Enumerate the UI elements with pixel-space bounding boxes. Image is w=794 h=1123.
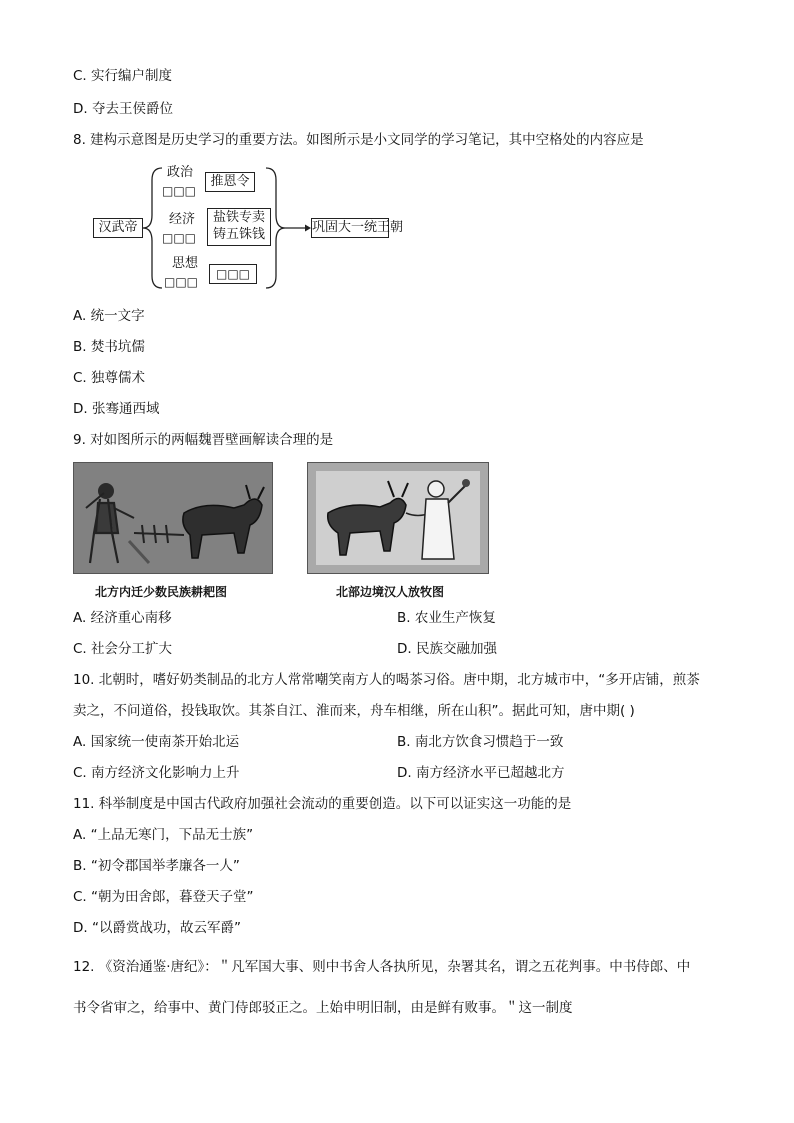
diagram-economy-label: 经济: [169, 212, 196, 227]
mural-right-caption: 北部边境汉人放牧图: [336, 585, 445, 599]
q8-concept-diagram: [0, 0, 794, 300]
q10-option-a: A. 国家统一使南茶开始北运: [73, 734, 240, 750]
diagram-thought-item: □□□: [209, 264, 257, 284]
q12-stem-line-1: 12. 《资治通鉴·唐纪》：＂凡军国大事、则中书舍人各执所见，杂署其名，谓之五花判事。中书侍郎、中: [73, 959, 691, 975]
q10-option-d: D. 南方经济水平已超越北方: [397, 765, 565, 781]
q11-option-d: D. “以爵赏战功，故云军爵”: [73, 920, 241, 936]
q8-stem: 8. 建构示意图是历史学习的重要方法。如图所示是小文同学的学习笔记，其中空格处的内容应是: [73, 132, 644, 148]
diagram-politics-blank: □□□: [162, 184, 197, 198]
q9-option-c: C. 社会分工扩大: [73, 641, 173, 657]
diagram-economy-blank: □□□: [162, 231, 197, 245]
q7-option-c: C. 实行编户制度: [73, 68, 173, 84]
diagram-connectors: [0, 0, 794, 300]
mural-north-plowing-drawing: [74, 463, 272, 573]
q11-option-b: B. “初令郡国举孝廉各一人”: [73, 858, 240, 874]
mural-north-plowing-image: [73, 462, 273, 574]
q10-stem-line-2: 卖之，不问道俗，投钱取饮。其茶自江、淮而来，舟车相继，所在山积”。据此可知，唐中期( ): [73, 703, 635, 719]
q9-option-a: A. 经济重心南移: [73, 610, 172, 626]
diagram-economy-items: [207, 208, 271, 246]
diagram-politics-label: 政治: [167, 165, 194, 180]
q8-option-d: D. 张骞通西域: [73, 401, 160, 417]
q9-stem: 9. 对如图所示的两幅魏晋壁画解读合理的是: [73, 432, 334, 448]
q11-option-c: C. “朝为田舍郎，暮登天子堂”: [73, 889, 254, 905]
diagram-thought-label: 思想: [172, 256, 199, 271]
q9-option-b: B. 农业生产恢复: [397, 610, 496, 626]
diagram-result-box: 巩固大一统王朝: [311, 218, 389, 238]
mural-border-herding-image: [307, 462, 489, 574]
q9-option-d: D. 民族交融加强: [397, 641, 497, 657]
diagram-economy-item-2: 铸五铢钱: [212, 227, 265, 242]
q12-stem-line-2: 书令省审之，给事中、黄门侍郎驳正之。上始申明旧制，由是鲜有败事。＂这一制度: [73, 1000, 573, 1016]
diagram-economy-item-1: 盐铁专卖: [212, 210, 265, 225]
q11-stem: 11. 科举制度是中国古代政府加强社会流动的重要创造。以下可以证实这一功能的是: [73, 796, 572, 812]
q10-option-b: B. 南北方饮食习惯趋于一致: [397, 734, 564, 750]
q10-stem-line-1: 10. 北朝时，嗜好奶类制品的北方人常常嘲笑南方人的喝茶习俗。唐中期，北方城市中，“多开店铺，煎茶: [73, 672, 700, 688]
q8-option-a: A. 统一文字: [73, 308, 145, 324]
q10-option-c: C. 南方经济文化影响力上升: [73, 765, 240, 781]
diagram-politics-item: 推恩令: [205, 172, 255, 192]
mural-border-herding-drawing: [308, 463, 488, 573]
q8-option-c: C. 独尊儒术: [73, 370, 146, 386]
mural-left-caption: 北方内迁少数民族耕耙图: [95, 585, 228, 599]
q7-option-d: D. 夺去王侯爵位: [73, 101, 173, 117]
q11-option-a: A. “上品无寒门，下品无士族”: [73, 827, 254, 843]
q8-option-b: B. 焚书坑儒: [73, 339, 145, 355]
diagram-root-box: 汉武帝: [93, 218, 143, 238]
diagram-thought-blank: □□□: [164, 275, 199, 289]
